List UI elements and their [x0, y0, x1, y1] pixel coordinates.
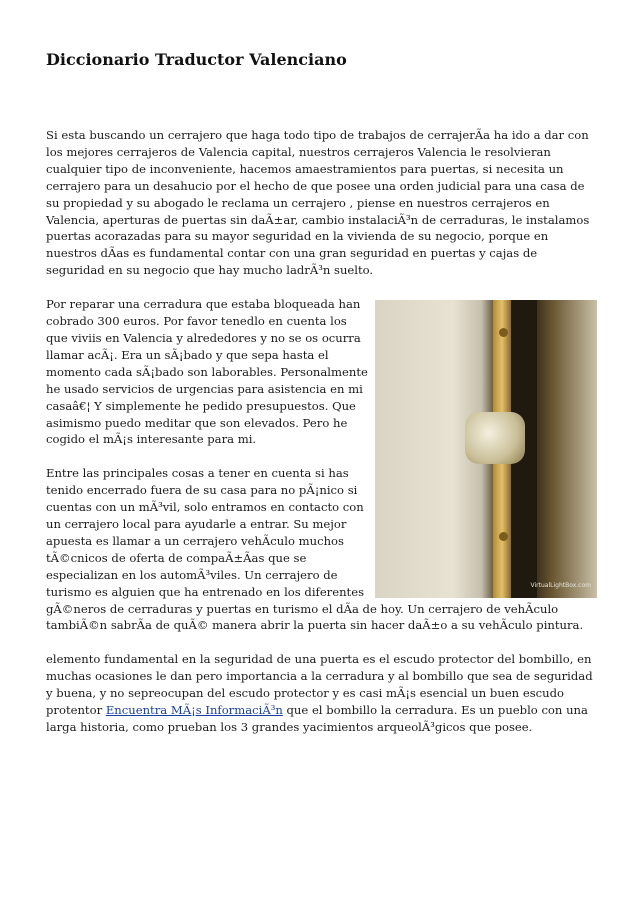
paragraph-locked-out: Entre las principales cosas a tener en cuenta si has tenido encerrado fuera de su casa para no pÃ¡nico si cuentas con un mÃ³vil, solo entramos en contacto con un cerrajero local para ayudarle a entrar. Su mejor apuesta es llamar a un cerrajero vehÃculo muchos tÃ©cnicos de oferta de compaÃ±Ãas que se especializan en los automÃ³viles. Un cerrajero de turismo es alguien que ha entrenado en los diferentes gÃ©neros de cerraduras y puertas en turismo el dÃa de hoy. Un cerrajero de vehÃculo tambiÃ©n sabrÃa de quÃ© manera abrir la puerta sin hacer daÃ±o a su vehÃculo pintura. — [46, 466, 584, 633]
paragraph-text-start: elemento fundamental en la seguridad de una puerta es el escudo protector del bombillo, en muchas ocasiones le dan pero importancia a la cerradura y al bombillo que sea de seguridad y buena, y no sepreocupan del escudo protector y es casi mÃ¡s esencial un buen escudo protentor — [46, 652, 593, 718]
paragraph-review: Por reparar una cerradura que estaba bloqueada han cobrado 300 euros. Por favor tenedlo en cuenta los que viviis en Valencia y alrededores y no se os ocurra llamar acÃ¡. Era un sÃ¡bado y que sepa hasta el momento cada sÃ¡bado son laborables. Personalmente he usado servicios de urgencias para asistencia en mi casaâ€¦ Y simplemente he pedido presupuestos. Que asimismo puedo meditar que son elevados. Pero he cogido el mÃ¡s interesante para mi. — [46, 297, 368, 447]
paragraph-security-shield — [46, 651, 595, 736]
article-body — [46, 127, 595, 753]
paragraph-text-end: que el bombillo la cerradura. Es un pueblo con una larga historia, como prueban los 3 grandes yacimientos arqueolÃ³gicos que posee. — [46, 703, 588, 734]
door-lock-photo — [375, 300, 597, 598]
paragraph-intro: Si esta buscando un cerrajero que haga todo tipo de trabajos de cerrajerÃa ha ido a dar con los mejores cerrajeros de Valencia capital, nuestros cerrajeros Valencia le resolvieran cualquier tipo de inconveniente, hacemos amaestramientos para puertas, si necesita un cerrajero para un desahucio por el hecho de que posee una orden judicial para una casa de su propiedad y su abogado le reclama un cerrajero , piense en nuestros cerrajeros en Valencia, aperturas de puertas sin daÃ±ar, cambio instalaciÃ³n de cerraduras, le instalamos puertas acorazadas para su mayor seguridad en la vivienda de su negocio, porque en nuestros dÃas es fundamental contar con una gran seguridad en puertas y cajas de seguridad en su negocio que hay mucho ladrÃ³n suelto. — [46, 128, 590, 278]
document-title: Diccionario Traductor Valenciano — [46, 50, 347, 69]
more-info-link[interactable]: Encuentra MÃ¡s InformaciÃ³n — [105, 703, 283, 718]
photo-watermark: VirtualLightBox.com — [530, 582, 591, 590]
latch-image-part — [465, 412, 525, 464]
